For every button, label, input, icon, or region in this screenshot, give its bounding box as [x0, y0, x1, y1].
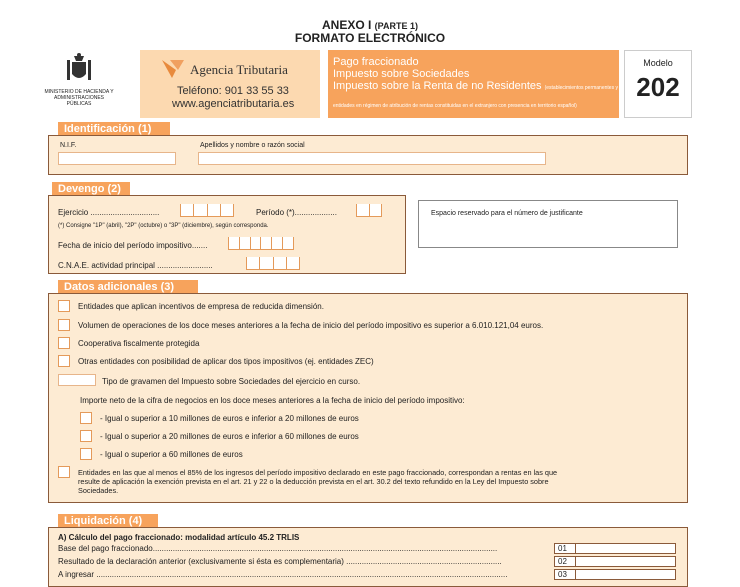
- checkbox-reducida-dimension[interactable]: [58, 300, 70, 312]
- 10-20-millones-label: - Igual o superior a 10 millones de euros e inferior a 20 millones de euros: [100, 414, 359, 423]
- periodo-input[interactable]: [356, 204, 382, 217]
- row-a-ingresar: [58, 570, 548, 579]
- annex-title: [0, 18, 740, 32]
- cooperativa-label: Cooperativa fiscalmente protegida: [78, 339, 200, 348]
- 60-millones-label: - Igual o superior a 60 millones de euros: [100, 450, 243, 459]
- casilla-02: 02: [554, 556, 576, 567]
- periodo-note: (*) Consigne "1P" (abril), "2P" (octubre) o "3P" (diciembre), según corresponda.: [58, 223, 269, 229]
- annex-part: (PARTE 1): [374, 21, 419, 31]
- tipo-gravamen-label: Tipo de gravamen del Impuesto sobre Sociedades del ejercicio en curso.: [102, 377, 361, 386]
- form-title-1: Pago fraccionado: [333, 56, 419, 68]
- casilla-02-input[interactable]: [576, 556, 676, 567]
- form-title-4-small: entidades en régimen de atribución de rentas constituidas en el extranjero con presencia en territorio español): [333, 103, 577, 109]
- importe-neto-label: Importe neto de la cifra de negocios en los doce meses anteriores a la fecha de inicio del período impositivo:: [80, 396, 465, 405]
- form-title-2: Impuesto sobre Sociedades: [333, 68, 470, 80]
- tipo-gravamen-input[interactable]: [58, 374, 96, 386]
- ministry-crest: [42, 52, 116, 107]
- ejercicio-label: Ejercicio ...............................: [58, 208, 160, 217]
- ministry-name: MINISTERIO DE HACIENDA Y ADMINISTRACIONES PÚBLICAS: [44, 89, 114, 107]
- section-devengo-title: Devengo (2): [52, 182, 130, 196]
- form-title-3-small: (establecimientos permanentes y: [544, 85, 618, 91]
- fecha-inicio-input[interactable]: [228, 237, 294, 250]
- casilla-01: 01: [554, 543, 576, 554]
- form-title-3: Impuesto sobre la Renta de no Residentes: [333, 80, 542, 92]
- reducida-dimension-label: Entidades que aplican incentivos de empresa de reducida dimensión.: [78, 302, 324, 311]
- section-liquidacion-title: Liquidación (4): [58, 514, 158, 528]
- name-input[interactable]: [198, 152, 546, 165]
- otras-entidades-label: Otras entidades con posibilidad de aplicar dos tipos impositivos (ej. entidades ZEC): [78, 357, 374, 366]
- annex-label: ANEXO I: [321, 18, 372, 32]
- resultado-anterior-label: Resultado de la declaración anterior (exclusivamente si ésta es complementaria) ......................................................................: [58, 557, 502, 566]
- justificante-label: Espacio reservado para el número de justificante: [431, 210, 583, 217]
- a-ingresar-label: A ingresar .........................................................................................................................................................................................: [58, 570, 508, 579]
- ejercicio-input[interactable]: [180, 204, 234, 217]
- section-identificacion-title: Identificación (1): [58, 122, 170, 136]
- name-label: Apellidos y nombre o razón social: [200, 142, 305, 149]
- form-title-box: [328, 50, 619, 118]
- casilla-01-input[interactable]: [576, 543, 676, 554]
- base-pago-label: Base del pago fraccionado...........................................................................................................................................................: [58, 544, 498, 553]
- fecha-inicio-label: Fecha de inicio del período impositivo.......: [58, 241, 208, 250]
- row-base-pago: [58, 544, 548, 553]
- checkbox-85-ingresos[interactable]: [58, 466, 70, 478]
- agency-name: Agencia Tributaria: [190, 62, 288, 77]
- justificante-box: [418, 200, 678, 248]
- nif-input[interactable]: [58, 152, 176, 165]
- 85-ingresos-label-3: Sociedades.: [78, 486, 119, 495]
- nif-label: N.I.F.: [60, 142, 77, 149]
- model-box: [624, 50, 692, 118]
- row-resultado-anterior: [58, 557, 548, 566]
- 85-ingresos-label-2: resulte de aplicación la exención prevista en el art. 21 y 22 o la deducción prevista en el art. 30.2 del texto refundido en la Ley del Impuesto sobre: [78, 477, 549, 486]
- liquidacion-subtitle: A) Cálculo del pago fraccionado: modalidad artículo 45.2 TRLIS: [58, 533, 300, 542]
- model-label: Modelo: [643, 58, 673, 68]
- checkbox-volumen-operaciones[interactable]: [58, 319, 70, 331]
- checkbox-otras-entidades[interactable]: [58, 355, 70, 367]
- checkbox-20-60-millones[interactable]: [80, 430, 92, 442]
- checkbox-10-20-millones[interactable]: [80, 412, 92, 424]
- format-title: FORMATO ELECTRÓNICO: [294, 31, 446, 45]
- agency-phone: Teléfono: 901 33 55 33: [177, 85, 289, 97]
- section-datos-title: Datos adicionales (3): [58, 280, 198, 294]
- cnae-input[interactable]: [246, 257, 300, 270]
- volumen-operaciones-label: Volumen de operaciones de los doce meses anteriores a la fecha de inicio del período impositivo es superior a 6.010.121,04 euros.: [78, 321, 544, 330]
- 20-60-millones-label: - Igual o superior a 20 millones de euros e inferior a 60 millones de euros: [100, 432, 359, 441]
- checkbox-cooperativa[interactable]: [58, 337, 70, 349]
- 85-ingresos-label-1: Entidades en las que al menos el 85% de los ingresos del período impositivo declarado en este pago fraccionado, correspondan a rentas en las que: [78, 468, 558, 477]
- agency-website: www.agenciatributaria.es: [172, 98, 295, 110]
- casilla-03-input[interactable]: [576, 569, 676, 580]
- cnae-label: C.N.A.E. actividad principal .........................: [58, 261, 213, 270]
- model-number: 202: [636, 72, 680, 102]
- coat-of-arms-icon: [64, 52, 94, 84]
- agency-logo-icon: [160, 58, 186, 80]
- checkbox-60-millones[interactable]: [80, 448, 92, 460]
- casilla-03: 03: [554, 569, 576, 580]
- periodo-label: Período (*)...................: [256, 208, 337, 217]
